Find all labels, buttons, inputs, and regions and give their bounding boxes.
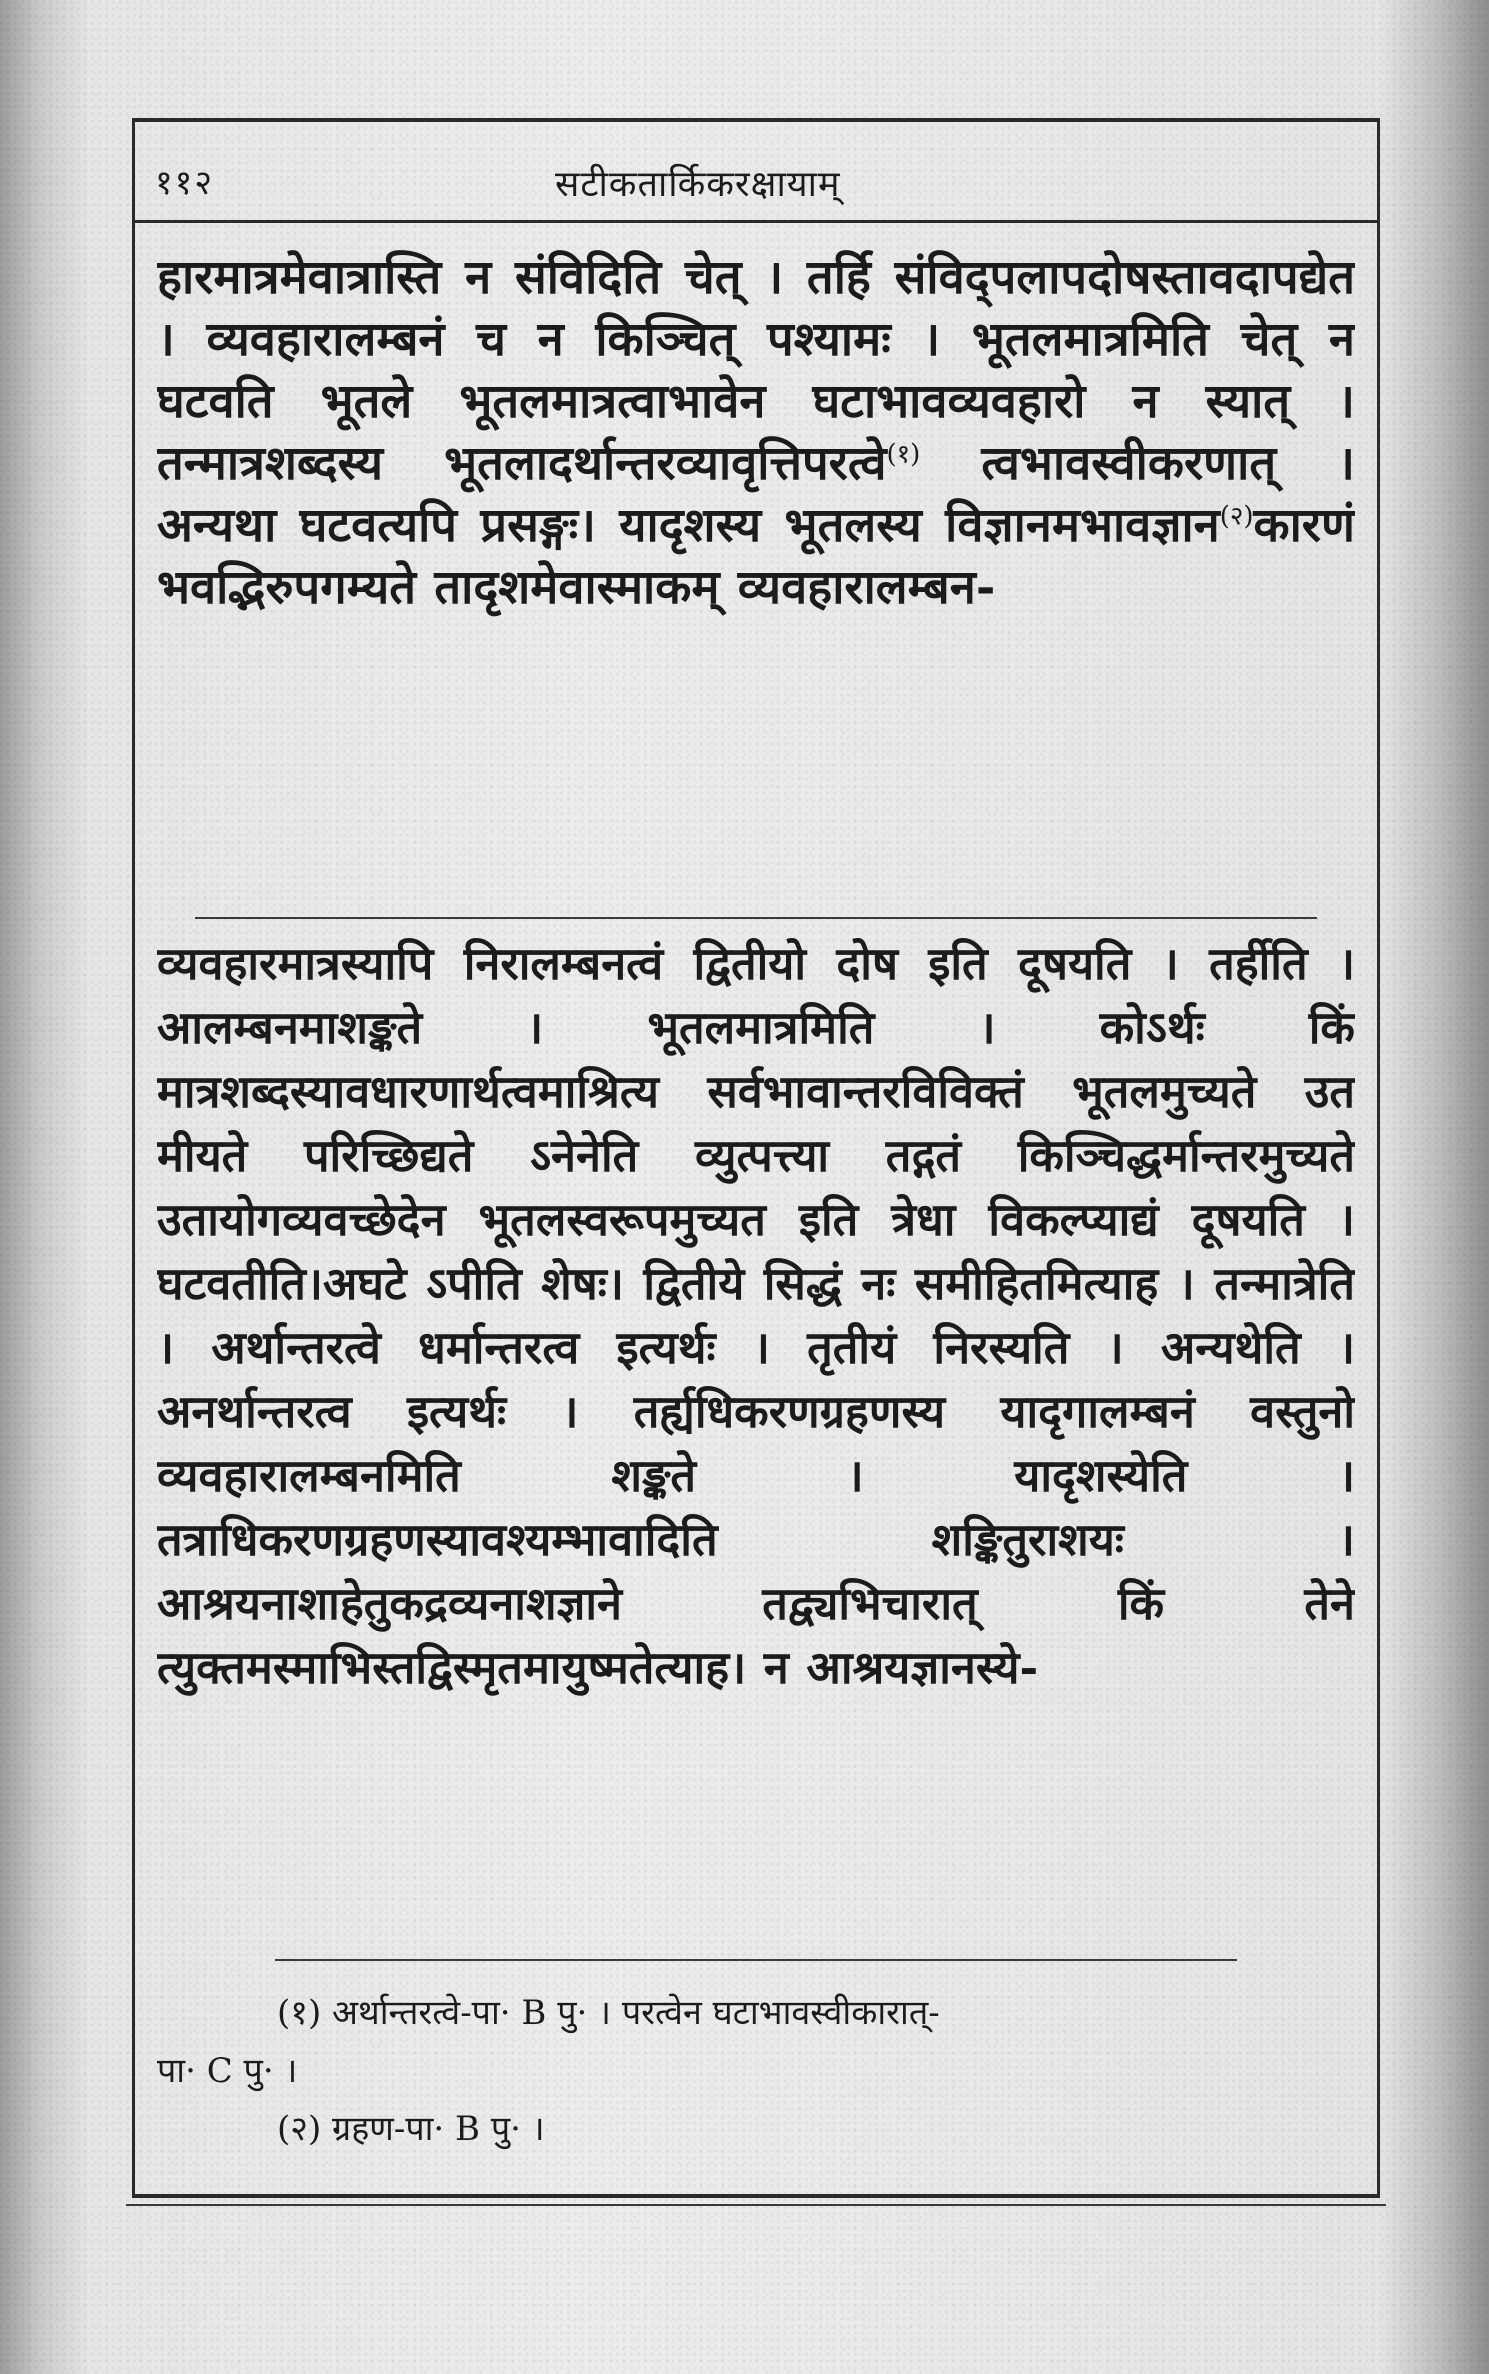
footnote-1-continued: पा· C पु· । — [157, 2051, 298, 2091]
page-header — [135, 158, 1377, 218]
page-frame — [132, 118, 1380, 2198]
footnote-1: (१) अर्थान्तरत्वे-पा· B पु· । परत्वेन घटाभावस्वीकारात्- — [277, 1993, 940, 2033]
commentary-text — [157, 932, 1355, 1932]
main-text-paragraph — [157, 247, 1355, 619]
footnote-marker-2: (२) — [1219, 501, 1254, 532]
running-title: सटीकतार्किकरक्षायाम् — [555, 164, 841, 205]
commentary-separator — [195, 917, 1317, 919]
main-text — [157, 247, 1355, 847]
commentary-paragraph: व्यवहारमात्रस्यापि निरालम्बनत्वं द्वितीयो दोष इति दूषयति । तर्हीति । आलम्बनमाशङ्कते । भूतलमात्रमिति । कोऽर्थः किं मात्रशब्दस्यावधारणार्थत्वमाश्रित्य सर्वभावान्तरविविक्तं भूतलमुच्यते उत मीयते परिच्छिद्यते ऽनेनेति व्युत्पत्त्या तद्गतं किञ्चिद्धर्मान्तरमुच्यते उतायोगव्यवच्छेदेन भूतलस्वरूपमुच्यत इति त्रेधा विकल्प्याद्यं दूषयति । घटवतीति।अघटे ऽपीति शेषः। द्वितीये सिद्धं नः समीहितमित्याह । तन्मात्रेति । अर्थान्तरत्वे धर्मान्तरत्व इत्यर्थः । तृतीयं निरस्यति । अन्यथेति । अनर्थान्तरत्व इत्यर्थः । तर्ह्यधिकरणग्रहणस्य यादृगालम्बनं वस्तुनो व्यवहारालम्बनमिति शङ्कते । यादृशस्येति । तत्राधिकरणग्रहणस्यावश्यम्भावादिति शङ्कितुराशयः । आश्रयनाशाहेतुकद्रव्यनाशज्ञाने तद्व्यभिचारात् किं तेने त्युक्तमस्माभिस्तद्विस्मृतमायुष्मतेत्याह। न आश्रयज्ञानस्ये- — [157, 937, 1355, 1694]
main-text-part-3: कारणं भवद्भिरुपगम्यते तादृशमेवास्माकम् व्यवहारालम्बन- — [157, 498, 1355, 615]
footnote-2: (२) ग्रहण-पा· B पु· । — [277, 2109, 545, 2149]
page-number: ११२ — [155, 163, 215, 203]
footnotes — [157, 1984, 1355, 2158]
footnote-marker-1: (१) — [886, 439, 921, 470]
footnote-separator — [275, 1959, 1237, 1961]
main-text-part-2: त्वभावस्वीकरणात् । अन्यथा घटवत्यपि प्रसङ्गः। यादृशस्य भूतलस्य विज्ञानमभावज्ञान — [157, 436, 1355, 553]
main-text-part-1: हारमात्रमेवात्रास्ति न संविदिति चेत् । तर्हि संविद्पलापदोषस्तावदापद्येत । व्यवहारालम्बनं च न किञ्चित् पश्यामः । भूतलमात्रमिति चेत् न घटवति भूतले भूतलमात्रत्वाभावेन घटाभावव्यवहारो न स्यात् । तन्मात्रशब्दस्य भूतलादर्थान्तरव्यावृत्तिपरत्वे — [157, 250, 1355, 491]
header-rule — [135, 220, 1377, 223]
